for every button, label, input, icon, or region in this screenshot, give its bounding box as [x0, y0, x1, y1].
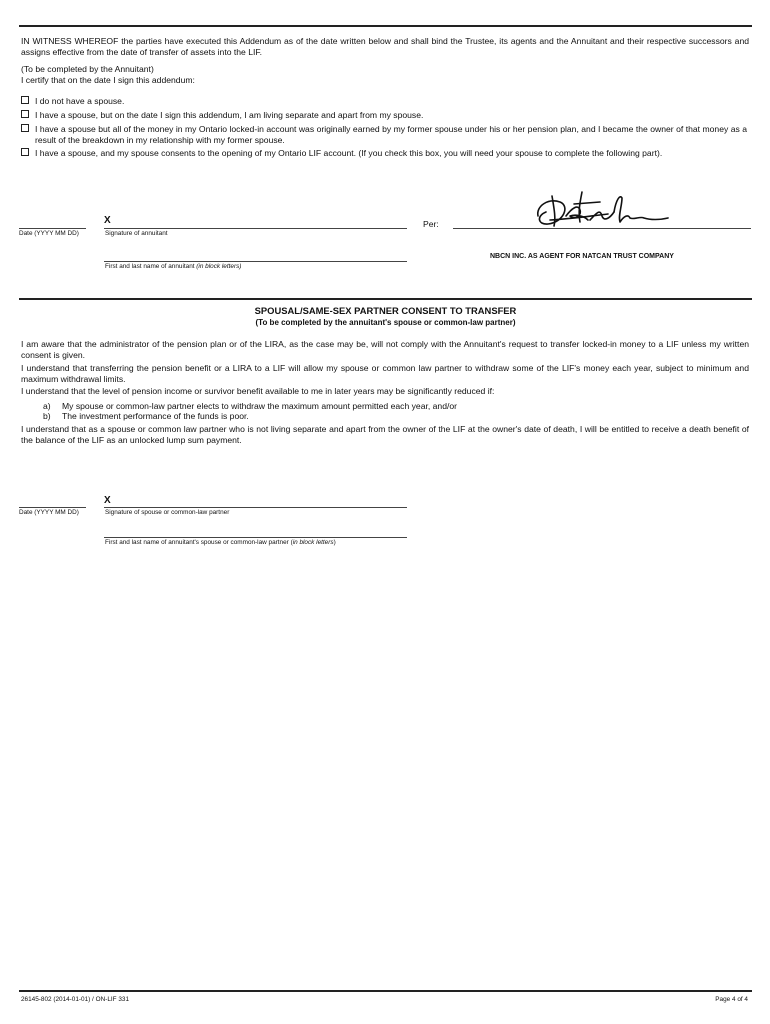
list-marker: b)	[43, 411, 51, 421]
consent-paragraph: I am aware that the administrator of the pension plan or of the LIRA, as the case may be, will not comply with the Annuitant's request to transfer locked-in money to a LIF unless my written consent is given.	[21, 339, 749, 360]
date-line[interactable]	[19, 228, 86, 229]
option-label: I do not have a spouse.	[35, 96, 125, 106]
spouse-signature-line[interactable]	[104, 507, 407, 508]
former-spouse-money-checkbox[interactable]	[21, 124, 29, 132]
option-label: I have a spouse, and my spouse consents to the opening of my Ontario LIF account. (If you check this box, you will need your spouse to complete the following part).	[35, 148, 663, 158]
date-line[interactable]	[19, 507, 86, 508]
form-code: 26145-802 (2014-01-01) / ON-LIF 331	[21, 996, 129, 1003]
page-number: Page 4 of 4	[715, 996, 748, 1003]
section-rule	[19, 298, 752, 300]
signature-x-mark: X	[104, 495, 111, 506]
annuitant-name-label: First and last name of annuitant (in block letters)	[105, 263, 242, 270]
signature-label: Signature of spouse or common-law partner	[105, 509, 230, 516]
completed-by-note: (To be completed by the Annuitant)	[21, 64, 154, 74]
consent-title: SPOUSAL/SAME-SEX PARTNER CONSENT TO TRANSFER	[254, 305, 517, 316]
spouse-consents-checkbox[interactable]	[21, 148, 29, 156]
list-marker: a)	[43, 401, 51, 411]
date-label: Date (YYYY MM DD)	[19, 509, 79, 516]
consent-subtitle: (To be completed by the annuitant's spouse or common-law partner)	[255, 318, 516, 327]
spouse-name-label: First and last name of annuitant's spouse or common-law partner (in block letters)	[105, 539, 336, 546]
trustee-signature	[530, 186, 680, 232]
top-rule	[19, 25, 752, 27]
separated-spouse-checkbox[interactable]	[21, 110, 29, 118]
consent-paragraph: I understand that the level of pension income or survivor benefit available to me in later years may be significantly reduced if:	[21, 386, 495, 396]
signature-x-mark: X	[104, 215, 111, 226]
no-spouse-checkbox[interactable]	[21, 96, 29, 104]
agent-name: NBCN INC. AS AGENT FOR NATCAN TRUST COMPANY	[490, 253, 674, 260]
spouse-name-line[interactable]	[104, 537, 407, 538]
option-label: I have a spouse but all of the money in my Ontario locked-in account was originally earned by my former spouse under his or her pension plan, and I became the owner of that money as a result of the breakdown in my relationship with my former spouse.	[35, 124, 747, 145]
list-item: The investment performance of the funds is poor.	[62, 411, 249, 421]
footer-rule	[19, 990, 752, 992]
date-label: Date (YYYY MM DD)	[19, 230, 79, 237]
consent-paragraph: I understand that as a spouse or common law partner who is not living separate and apart from the owner of the LIF at the owner's date of death, I will be entitled to receive a death benefit of the balance of the LIF as an unlocked lump sum payment.	[21, 424, 749, 445]
certify-statement: I certify that on the date I sign this addendum:	[21, 75, 195, 85]
option-label: I have a spouse, but on the date I sign this addendum, I am living separate and apart from my spouse.	[35, 110, 424, 120]
consent-paragraph: I understand that transferring the pension benefit or a LIRA to a LIF will allow my spouse or common law partner to withdraw some of the LIF's money each year, subject to minimum and maximum withdrawal limits.	[21, 363, 749, 384]
signature-label: Signature of annuitant	[105, 230, 168, 237]
per-label: Per:	[423, 219, 439, 229]
witness-paragraph: IN WITNESS WHEREOF the parties have executed this Addendum as of the date written below and shall bind the Trustee, its agents and the Annuitant and their respective successors and assigns effective from the date of transfer of assets into the LIF.	[21, 36, 749, 57]
annuitant-signature-line[interactable]	[104, 228, 407, 229]
list-item: My spouse or common-law partner elects to withdraw the maximum amount permitted each year, and/or	[62, 401, 458, 411]
annuitant-name-line[interactable]	[104, 261, 407, 262]
